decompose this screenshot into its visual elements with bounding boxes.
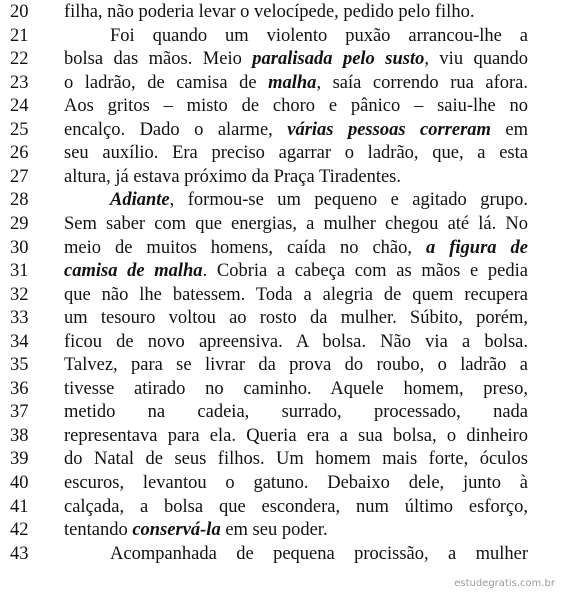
text-line — [0, 237, 561, 260]
line-text: calçada, a bolsa que escondera, num último esforço, — [64, 496, 528, 517]
text-line — [0, 260, 561, 283]
line-number: 31 — [10, 261, 29, 282]
line-text: bolsa das mãos. Meio paralisada pelo susto, viu quando — [64, 49, 528, 70]
line-number: 43 — [10, 543, 29, 564]
line-text: camisa de malha. Cobria a cabeça com as mãos e pedia — [64, 261, 528, 282]
text-line — [0, 354, 561, 377]
line-text: escuros, levantou o gatuno. Debaixo dele, junto à — [64, 473, 528, 493]
text-line — [0, 543, 561, 566]
text-line — [0, 378, 561, 401]
text-line — [0, 25, 561, 48]
line-text: Adiante, formou-se um pequeno e agitado grupo. — [110, 190, 528, 211]
line-text: meio de muitos homens, caída no chão, a figura de — [64, 237, 528, 258]
line-number: 22 — [10, 49, 29, 70]
text-line — [0, 119, 561, 142]
line-text: o ladrão, de camisa de malha, saía correndo rua afora. — [64, 72, 528, 93]
text-line — [0, 401, 561, 424]
text-line — [0, 425, 561, 448]
text-line — [0, 189, 561, 212]
text-line — [0, 48, 561, 71]
line-number: 37 — [10, 402, 29, 423]
line-text: que não lhe batessem. Toda a alegria de quem recupera — [64, 284, 528, 305]
text-line — [0, 142, 561, 165]
line-number: 40 — [10, 473, 29, 493]
line-text: Foi quando um violento puxão arrancou-lhe a — [110, 25, 528, 46]
text-line — [0, 284, 561, 307]
line-number: 20 — [10, 2, 29, 22]
line-number: 26 — [10, 143, 29, 164]
text-line — [0, 1, 561, 24]
line-number: 42 — [10, 520, 29, 541]
line-text: Aos gritos – misto de choro e pânico – saiu-lhe no — [64, 96, 528, 117]
text-line — [0, 307, 561, 330]
line-text: filha, não poderia levar o velocípede, pedido pelo filho. — [64, 2, 475, 22]
line-number: 41 — [10, 496, 29, 517]
line-text: um tesouro voltou ao rosto da mulher. Súbito, porém, — [64, 308, 528, 329]
text-line — [0, 331, 561, 354]
line-number: 36 — [10, 378, 29, 399]
line-number: 21 — [10, 25, 29, 46]
line-text: representava para ela. Queria era a sua bolsa, o dinheiro — [64, 425, 528, 446]
text-line — [0, 519, 561, 542]
line-number: 27 — [10, 166, 29, 187]
line-text: tivesse atirado no caminho. Aquele homem, preso, — [64, 378, 528, 399]
text-line — [0, 213, 561, 236]
line-text: altura, já estava próximo da Praça Tiradentes. — [64, 166, 402, 187]
line-number: 38 — [10, 425, 29, 446]
line-text: ficou de novo apreensiva. A bolsa. Não via a bolsa. — [64, 331, 528, 352]
line-number: 39 — [10, 449, 29, 470]
line-text: encalço. Dado o alarme, várias pessoas correram em — [64, 119, 528, 140]
line-number: 28 — [10, 190, 29, 211]
line-text: Sem saber com que energias, a mulher chegou até lá. No — [64, 213, 528, 234]
line-text: do Natal de seus filhos. Um homem mais forte, óculos — [64, 449, 528, 470]
line-number: 34 — [10, 331, 29, 352]
line-number: 29 — [10, 213, 29, 234]
watermark: estudegratis.com.br — [454, 578, 555, 589]
line-text: Acompanhada de pequena procissão, a mulher — [110, 543, 528, 564]
text-line — [0, 72, 561, 95]
text-line — [0, 496, 561, 519]
text-line — [0, 166, 561, 189]
line-number: 24 — [10, 96, 29, 117]
line-text: metido na cadeia, surrado, processado, nada — [64, 402, 528, 423]
line-number: 25 — [10, 119, 29, 140]
text-line — [0, 95, 561, 118]
line-number: 30 — [10, 237, 29, 258]
line-number: 35 — [10, 355, 29, 376]
line-text: tentando conservá-la em seu poder. — [64, 520, 328, 541]
line-number: 32 — [10, 284, 29, 305]
text-line — [0, 472, 561, 495]
line-number: 33 — [10, 308, 29, 329]
line-text: seu auxílio. Era preciso agarrar o ladrão, que, a esta — [64, 143, 528, 164]
line-number: 23 — [10, 72, 29, 93]
line-text: Talvez, para se livrar da prova do roubo, o ladrão a — [64, 355, 528, 376]
text-line — [0, 448, 561, 471]
